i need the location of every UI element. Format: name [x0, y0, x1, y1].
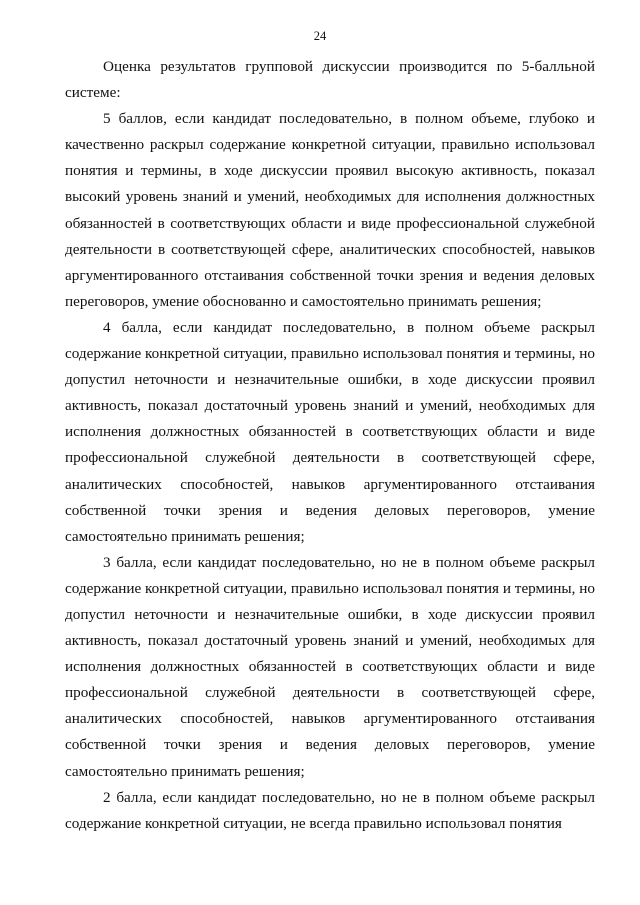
- document-body: [65, 54, 595, 837]
- paragraph-intro: Оценка результатов групповой дискуссии производится по 5-балльной системе:: [65, 58, 595, 102]
- paragraph-score-4: 4 балла, если кандидат последовательно, в полном объеме раскрыл содержание конкретной ситуации, правильно использовал понятия и термины, но допустил неточности и незначительные ошибки, в ходе дискуссии проявил активность, показал достаточный уровень знаний и умений, необходимых для исполнения должностных обязанностей в соответствующих области и виде профессиональной служебной деятельности в соответствующей сфере, аналитических способностей, навыков аргументированного отстаивания собственной точки зрения и ведения деловых переговоров, умение самостоятельно принимать решения;: [65, 318, 595, 545]
- paragraph-score-5: 5 баллов, если кандидат последовательно, в полном объеме, глубоко и качественно раскрыл содержание конкретной ситуации, правильно использовал понятия и термины, в ходе дискуссии проявил высокую активность, показал высокий уровень знаний и умений, необходимых для исполнения должностных обязанностей в соответствующих области и виде профессиональной служебной деятельности в соответствующей сфере, аналитических способностей, навыков аргументированного отстаивания собственной точки зрения и ведения деловых переговоров, умение обоснованно и самостоятельно принимать решения;: [65, 110, 595, 310]
- page-number: 24: [313, 29, 327, 43]
- paragraph-score-2: 2 балла, если кандидат последовательно, но не в полном объеме раскрыл содержание конкретной ситуации, не всегда правильно использовал понятия: [65, 788, 595, 832]
- paragraph-score-3: 3 балла, если кандидат последовательно, но не в полном объеме раскрыл содержание конкретной ситуации, правильно использовал понятия и термины, но допустил неточности и незначительные ошибки, в ходе дискуссии проявил активность, показал достаточный уровень знаний и умений, необходимых для исполнения должностных обязанностей в соответствующих области и виде профессиональной служебной деятельности в соответствующей сфере, аналитических способностей, навыков аргументированного отстаивания собственной точки зрения и ведения деловых переговоров, умение самостоятельно принимать решения;: [65, 553, 595, 780]
